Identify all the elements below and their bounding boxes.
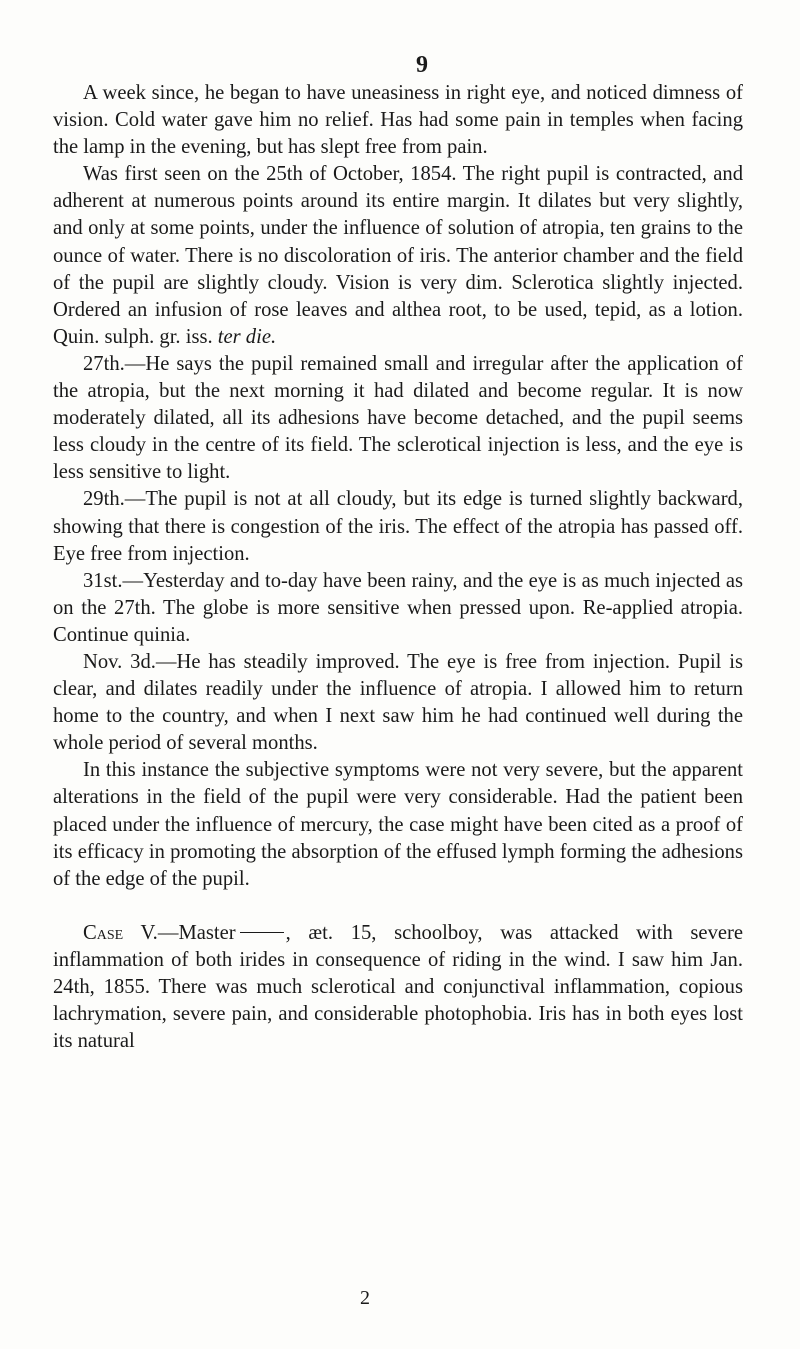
signature-mark: 2 — [360, 1287, 370, 1309]
body-text — [53, 80, 743, 1055]
page-number: 9 — [416, 52, 428, 78]
case-label: Case V. — [83, 921, 158, 944]
paragraph-first-examination — [53, 161, 743, 351]
paragraph-commentary: In this instance the subjective symptoms were not very severe, but the apparent alterations in the field of the pupil were very considerable. Had the patient been placed under the influence of mercury, the case might have been cited as a proof of its efficacy in promoting the absorption of the effused lymph forming the adhesions of the edge of the pupil. — [53, 759, 743, 890]
paragraph-nov-3d: Nov. 3d.—He has steadily improved. The eye is free from injection. Pupil is clear, and dilates readily under the influence of atropia. I allowed him to return home to the country, and when I next saw him he had continued well during the whole period of several months. — [53, 650, 743, 755]
paragraph-29th: 29th.—The pupil is not at all cloudy, but its edge is turned slightly backward, showing that there is congestion of the iris. The effect of the atropia has passed off. Eye free from injection. — [53, 488, 743, 565]
case-v-intro: —Master — [157, 921, 236, 944]
case-v-text: , æt. 15, schoolboy, was attacked with severe inflammation of both irides in consequence of riding in the wind. I saw him Jan. 24th, 1855. There was much sclerotical and conjunctival inflammation, copious lachrymation, severe pain, and considerable photophobia. Iris has in both eyes lost its natural — [53, 921, 743, 1053]
paragraph-symptoms-onset: A week since, he began to have uneasiness in right eye, and noticed dimness of vision. Cold water gave him no relief. Has had some pain in temples when facing the lamp in the evening, but has slept free from pain. — [53, 82, 743, 159]
paragraph-first-examination-text: Was first seen on the 25th of October, 1854. The right pupil is contracted, and adherent at numerous points around its entire margin. It dilates but very slightly, and only at some points, under the influence of solution of atropia, ten grains to the ounce of water. There is no discoloration of iris. The anterior chamber and the field of the pupil are slightly cloudy. Vision is very dim. Sclerotica slightly injected. Ordered an infusion of rose leaves and althea root, to be used, tepid, as a lotion. Quin. sulph. gr. iss. — [53, 163, 743, 348]
paragraph-case-v — [53, 920, 743, 1055]
name-omission-dash — [240, 932, 284, 933]
paragraph-31st: 31st.—Yesterday and to-day have been rainy, and the eye is as much injected as on the 27th. The globe is more sensitive when pressed upon. Re-applied atropia. Continue quinia. — [53, 569, 743, 646]
dosage-italic: ter die. — [217, 325, 277, 348]
paragraph-27th: 27th.—He says the pupil remained small and irregular after the application of the atropia, but the next morning it had dilated and become regular. It is now moderately dilated, all its adhesions have become detached, and the pupil seems less cloudy in the centre of its field. The sclerotical injection is less, and the eye is less sensitive to light. — [53, 352, 743, 484]
